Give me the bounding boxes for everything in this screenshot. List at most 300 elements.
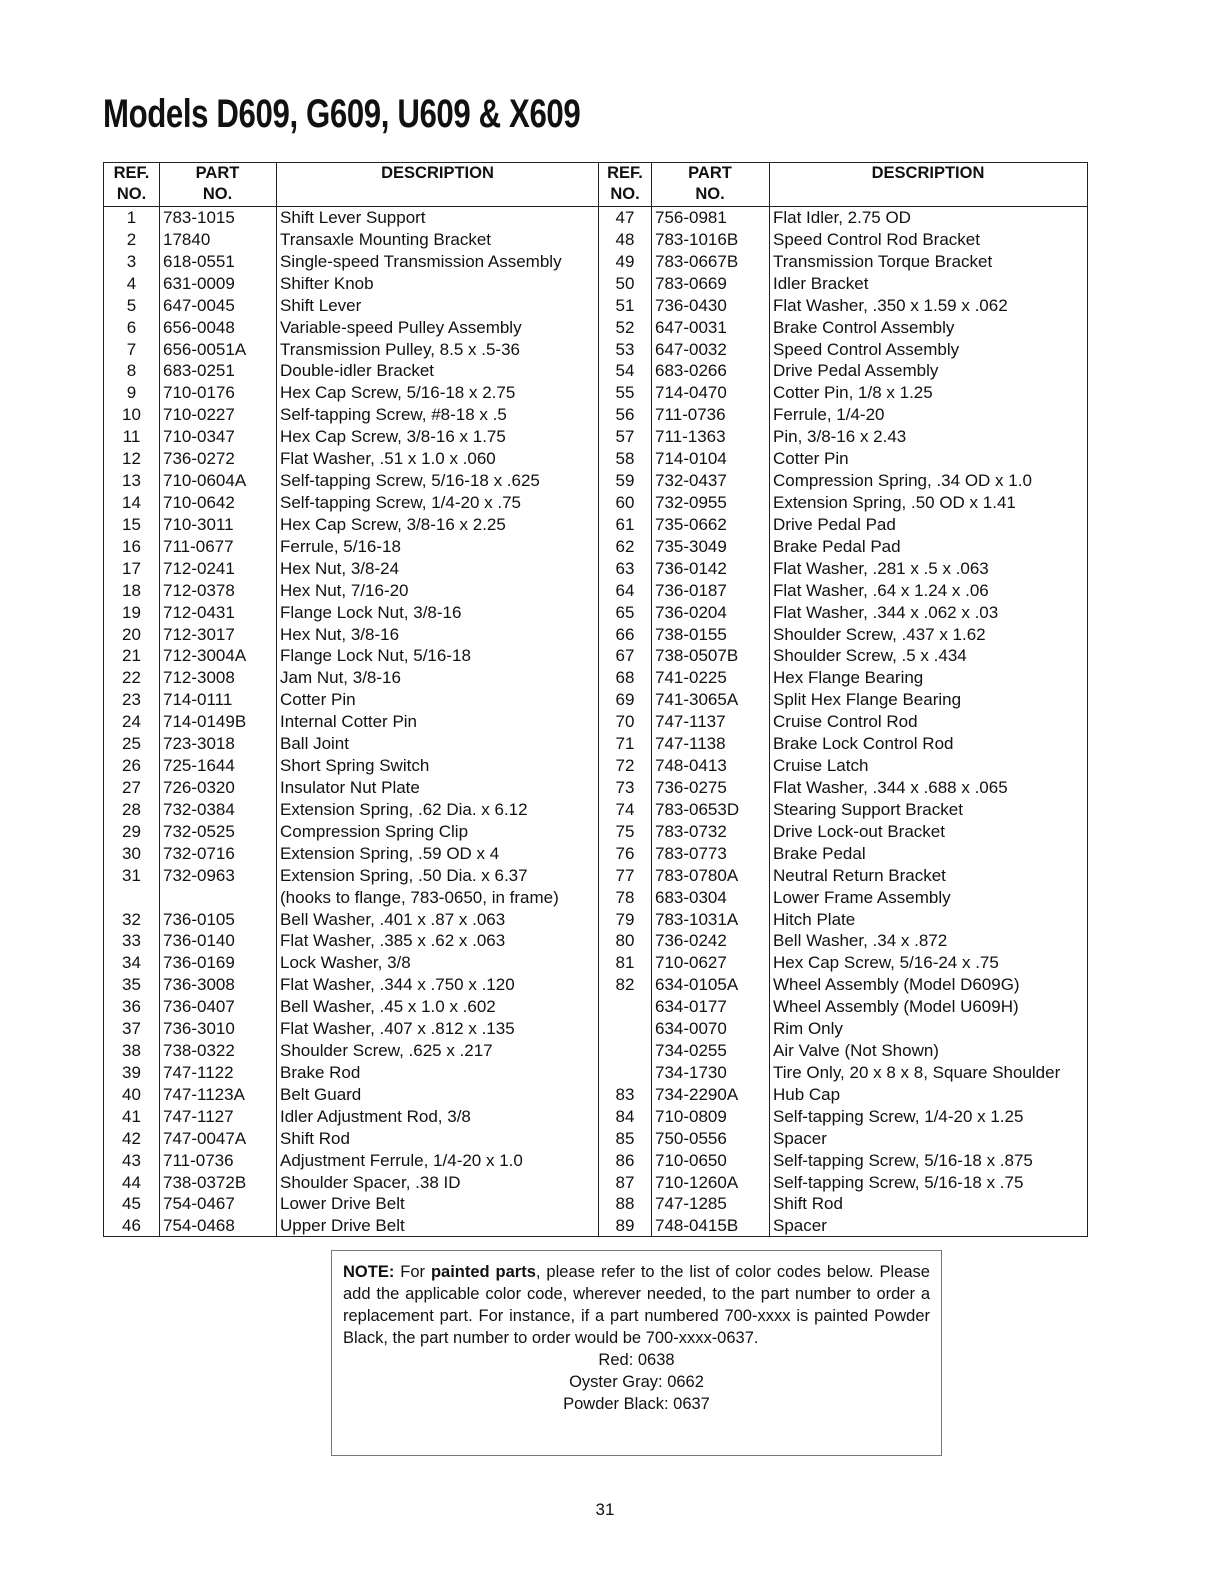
part-number: 710-3011 <box>163 514 234 534</box>
table-row <box>104 1084 599 1106</box>
part-description: Shoulder Screw, .5 x .434 <box>773 646 967 666</box>
parts-table-left <box>104 163 599 1236</box>
table-row <box>104 514 599 536</box>
table-row <box>104 930 599 952</box>
ref-number: 56 <box>615 405 635 425</box>
table-row <box>599 1215 1087 1237</box>
ref-number: 87 <box>615 1172 635 1192</box>
part-number: 732-0716 <box>163 843 235 863</box>
ref-number: 35 <box>122 975 141 995</box>
part-description: Ferrule, 1/4-20 <box>773 405 885 425</box>
part-number: 712-0431 <box>163 602 235 622</box>
ref-number: 80 <box>615 931 635 951</box>
part-description: Belt Guard <box>280 1084 362 1104</box>
ref-number: 19 <box>122 602 141 622</box>
ref-number: 43 <box>122 1150 141 1170</box>
ref-number: 9 <box>126 383 137 403</box>
table-row <box>104 799 599 821</box>
part-description: Transmission Torque Bracket <box>773 251 993 271</box>
ref-number: 64 <box>615 580 635 600</box>
part-number: 741-0225 <box>655 668 727 688</box>
table-row <box>104 777 599 799</box>
ref-number: 22 <box>122 668 141 688</box>
ref-number: 73 <box>615 777 635 797</box>
part-number: 756-0981 <box>655 208 727 227</box>
part-description: Split Hex Flange Bearing <box>773 690 962 710</box>
part-description: Cotter Pin <box>280 690 356 710</box>
table-row <box>599 558 1087 580</box>
parts-table <box>103 162 1088 1237</box>
table-row <box>104 1062 599 1084</box>
part-description: Idler Adjustment Rod, 3/8 <box>280 1106 471 1126</box>
ref-number: 2 <box>126 229 137 249</box>
ref-number: 11 <box>122 427 141 447</box>
part-number: 732-0955 <box>655 492 727 512</box>
part-description: Hex Cap Screw, 3/8-16 x 2.25 <box>280 514 506 534</box>
part-number: 647-0032 <box>655 339 727 359</box>
ref-number: 28 <box>122 799 141 819</box>
table-row <box>104 711 599 733</box>
part-description: Speed Control Rod Bracket <box>773 229 980 249</box>
part-number: 714-0104 <box>655 449 727 469</box>
table-row <box>104 1193 599 1215</box>
header-ref-line1: REF. <box>607 164 643 182</box>
part-description: (hooks to flange, 783-0650, in frame) <box>280 887 559 907</box>
part-description: Ball Joint <box>280 734 349 754</box>
part-number: 647-0031 <box>655 317 727 337</box>
part-number: 750-0556 <box>655 1128 727 1148</box>
part-description: Shifter Knob <box>280 273 374 293</box>
ref-number: 39 <box>122 1062 141 1082</box>
table-row <box>599 865 1087 887</box>
part-number: 631-0009 <box>163 273 235 293</box>
table-row <box>599 602 1087 624</box>
ref-number: 7 <box>126 339 137 359</box>
part-description: Brake Control Assembly <box>773 317 955 337</box>
part-number: 736-0140 <box>163 931 235 951</box>
table-row <box>104 865 599 887</box>
ref-number: 46 <box>122 1216 141 1236</box>
table-row <box>599 755 1087 777</box>
page-title: Models D609, G609, U609 & X609 <box>103 92 581 136</box>
part-description: Drive Pedal Pad <box>773 514 896 534</box>
part-number: 747-0047A <box>163 1128 247 1148</box>
table-row <box>104 1128 599 1150</box>
part-number: 736-0275 <box>655 777 727 797</box>
part-description: Upper Drive Belt <box>280 1216 405 1236</box>
table-row <box>104 689 599 711</box>
part-number: 732-0525 <box>163 821 235 841</box>
part-number: 783-1015 <box>163 208 235 227</box>
part-description: Brake Rod <box>280 1062 361 1082</box>
part-number: 735-3049 <box>655 536 727 556</box>
ref-number: 86 <box>615 1150 635 1170</box>
part-description: Extension Spring, .50 Dia. x 6.37 <box>280 865 528 885</box>
table-row <box>104 1215 599 1237</box>
ref-number: 57 <box>615 427 635 447</box>
table-row <box>599 645 1087 667</box>
table-row <box>599 974 1087 996</box>
table-row <box>104 273 599 295</box>
part-description: Brake Lock Control Rod <box>773 734 954 754</box>
header-part-line1: PART <box>195 164 240 182</box>
ref-number: 61 <box>615 514 635 534</box>
ref-number: 32 <box>122 909 141 929</box>
ref-number: 33 <box>122 931 141 951</box>
part-description: Hex Cap Screw, 5/16-18 x 2.75 <box>280 383 516 403</box>
ref-number: 14 <box>122 492 141 512</box>
ref-number: 63 <box>615 558 635 578</box>
header-ref-line2: NO. <box>610 185 640 203</box>
ref-number: 27 <box>122 777 141 797</box>
ref-number: 82 <box>615 975 635 995</box>
part-number: 710-0227 <box>163 405 235 425</box>
table-row <box>599 426 1087 448</box>
table-header <box>104 163 599 207</box>
part-number: 712-3017 <box>163 624 235 644</box>
part-number: 710-1260A <box>655 1172 739 1192</box>
part-description: Flat Washer, .350 x 1.59 x .062 <box>773 295 1008 315</box>
part-description: Shift Rod <box>773 1194 843 1214</box>
ref-number: 13 <box>122 471 141 491</box>
part-description: Bell Washer, .45 x 1.0 x .602 <box>280 997 496 1017</box>
table-row <box>599 404 1087 426</box>
part-description: Stearing Support Bracket <box>773 799 963 819</box>
table-row <box>104 974 599 996</box>
ref-number: 66 <box>615 624 635 644</box>
ref-number: 25 <box>122 734 141 754</box>
ref-number: 38 <box>122 1041 141 1061</box>
part-description: Cotter Pin, 1/8 x 1.25 <box>773 383 933 403</box>
part-description: Cruise Latch <box>773 756 869 776</box>
part-description: Extension Spring, .50 OD x 1.41 <box>773 492 1016 512</box>
table-row <box>599 470 1087 492</box>
part-description: Compression Spring Clip <box>280 821 469 841</box>
part-number: 634-0105A <box>655 975 739 995</box>
ref-number: 52 <box>615 317 635 337</box>
table-row <box>599 295 1087 317</box>
part-number: 710-0809 <box>655 1106 727 1126</box>
part-description: Shoulder Screw, .625 x .217 <box>280 1041 493 1061</box>
ref-number: 4 <box>126 273 137 293</box>
ref-number: 15 <box>122 514 141 534</box>
part-number: 738-0372B <box>163 1172 247 1192</box>
part-description: Bell Washer, .34 x .872 <box>773 931 948 951</box>
ref-number: 18 <box>122 580 141 600</box>
part-description: Extension Spring, .59 OD x 4 <box>280 843 500 863</box>
part-description: Brake Pedal Pad <box>773 536 901 556</box>
part-number: 732-0437 <box>655 471 727 491</box>
part-number: 783-0653D <box>655 799 740 819</box>
part-number: 656-0048 <box>163 317 235 337</box>
part-description: Adjustment Ferrule, 1/4-20 x 1.0 <box>280 1150 523 1170</box>
part-description: Flange Lock Nut, 3/8-16 <box>280 602 462 622</box>
part-description: Rim Only <box>773 1019 843 1039</box>
part-number: 736-0272 <box>163 449 235 469</box>
part-description: Short Spring Switch <box>280 756 430 776</box>
part-description: Self-tapping Screw, 5/16-18 x .625 <box>280 471 540 491</box>
part-description: Flat Washer, .281 x .5 x .063 <box>773 558 989 578</box>
table-row <box>599 952 1087 974</box>
part-description: Compression Spring, .34 OD x 1.0 <box>773 471 1032 491</box>
table-row <box>104 952 599 974</box>
part-number: 754-0467 <box>163 1194 235 1214</box>
table-row <box>104 295 599 317</box>
part-description: Shift Lever Support <box>280 208 426 227</box>
ref-number: 88 <box>615 1194 635 1214</box>
ref-number: 31 <box>122 865 141 885</box>
ref-number: 47 <box>615 208 635 227</box>
part-description: Wheel Assembly (Model D609G) <box>773 975 1020 995</box>
table-row <box>599 536 1087 558</box>
table-row <box>104 1018 599 1040</box>
color-code-note <box>331 1250 942 1456</box>
part-description: Variable-speed Pulley Assembly <box>280 317 522 337</box>
table-row <box>599 667 1087 689</box>
table-row <box>599 799 1087 821</box>
ref-number: 58 <box>615 449 635 469</box>
part-description: Flange Lock Nut, 5/16-18 <box>280 646 471 666</box>
part-description: Tire Only, 20 x 8 x 8, Square Shoulder <box>773 1062 1061 1082</box>
part-description: Idler Bracket <box>773 273 869 293</box>
header-ref <box>104 163 159 206</box>
part-description: Double-idler Bracket <box>280 361 435 381</box>
part-number: 736-3008 <box>163 975 235 995</box>
table-row <box>104 602 599 624</box>
part-number: 783-0773 <box>655 843 727 863</box>
table-row <box>599 1193 1087 1215</box>
part-description: Cotter Pin <box>773 449 849 469</box>
part-number: 747-1123A <box>163 1084 245 1104</box>
part-number: 647-0045 <box>163 295 235 315</box>
part-number: 712-3008 <box>163 668 235 688</box>
color-code-powder-black: Powder Black: 0637 <box>563 1395 710 1413</box>
part-number: 712-0241 <box>163 558 235 578</box>
ref-number: 60 <box>615 492 635 512</box>
part-number: 726-0320 <box>163 777 235 797</box>
part-description: Single-speed Transmission Assembly <box>280 251 562 271</box>
header-part <box>159 163 276 206</box>
part-description: Hub Cap <box>773 1084 841 1104</box>
part-number: 723-3018 <box>163 734 235 754</box>
table-row <box>104 1172 599 1194</box>
table-row <box>104 580 599 602</box>
header-ref <box>599 163 651 206</box>
part-description: Lower Drive Belt <box>280 1194 405 1214</box>
table-row <box>104 909 599 931</box>
part-number: 736-0169 <box>163 953 235 973</box>
part-number: 738-0155 <box>655 624 727 644</box>
part-number: 710-0642 <box>163 492 235 512</box>
header-part <box>651 163 769 206</box>
ref-number: 77 <box>615 865 635 885</box>
part-number: 738-0507B <box>655 646 739 666</box>
part-number: 710-0650 <box>655 1150 727 1170</box>
note-text-a: For <box>394 1263 431 1281</box>
part-number: 736-0187 <box>655 580 727 600</box>
part-description: Hex Cap Screw, 5/16-24 x .75 <box>773 953 999 973</box>
part-number: 710-0176 <box>163 383 235 403</box>
part-number: 683-0251 <box>163 361 235 381</box>
part-number: 725-1644 <box>163 756 235 776</box>
table-row <box>599 514 1087 536</box>
ref-number: 65 <box>615 602 635 622</box>
part-number: 783-1016B <box>655 229 739 249</box>
part-number: 783-0669 <box>655 273 727 293</box>
table-row <box>599 382 1087 404</box>
table-row <box>104 624 599 646</box>
part-description: Flat Washer, .344 x .688 x .065 <box>773 777 1008 797</box>
note-bold: painted parts <box>430 1263 536 1281</box>
ref-number: 76 <box>615 843 635 863</box>
part-number: 711-0677 <box>163 536 234 556</box>
table-row <box>104 448 599 470</box>
part-description: Bell Washer, .401 x .87 x .063 <box>280 909 506 929</box>
part-description: Shoulder Spacer, .38 ID <box>280 1172 461 1192</box>
part-description: Speed Control Assembly <box>773 339 960 359</box>
ref-number: 78 <box>615 887 635 907</box>
part-number: 741-3065A <box>655 690 739 710</box>
part-number: 711-0736 <box>163 1150 234 1170</box>
ref-number: 75 <box>615 821 635 841</box>
part-description: Neutral Return Bracket <box>773 865 946 885</box>
part-description: Hex Nut, 7/16-20 <box>280 580 409 600</box>
part-number: 747-1122 <box>163 1062 234 1082</box>
part-number: 734-2290A <box>655 1084 739 1104</box>
table-row <box>104 536 599 558</box>
part-description: Self-tapping Screw, 1/4-20 x 1.25 <box>773 1106 1024 1126</box>
table-row <box>599 317 1087 339</box>
part-number: 736-0204 <box>655 602 727 622</box>
part-number: 732-0963 <box>163 865 235 885</box>
table-row <box>599 1040 1087 1062</box>
part-number: 714-0149B <box>163 712 247 732</box>
part-description: Insulator Nut Plate <box>280 777 420 797</box>
table-row <box>599 1062 1087 1084</box>
ref-number: 89 <box>615 1216 635 1236</box>
ref-number: 26 <box>122 756 141 776</box>
ref-number: 59 <box>615 471 635 491</box>
part-number: 17840 <box>163 229 211 249</box>
note-text-b: , please refer to the list of color codes below. Please add the applicable color code, wherever needed, to the part number to order a replacement part. For instance, if a part numbered 700-xxxx is painted Powder Black, the part number to order would be 700-xxxx-0637. <box>343 1263 930 1347</box>
table-row <box>104 317 599 339</box>
ref-number: 70 <box>615 712 635 732</box>
ref-number: 23 <box>122 690 141 710</box>
ref-number: 79 <box>615 909 635 929</box>
table-row <box>104 470 599 492</box>
table-row <box>104 251 599 273</box>
header-part-line2: NO. <box>202 185 233 203</box>
ref-number: 29 <box>122 821 141 841</box>
part-description: Flat Washer, .344 x .750 x .120 <box>280 975 515 995</box>
header-ref-line1: REF. <box>113 164 150 182</box>
ref-number: 24 <box>122 712 141 732</box>
table-row <box>104 404 599 426</box>
parts-table-right <box>599 163 1087 1236</box>
ref-number: 17 <box>122 558 141 578</box>
table-row <box>104 645 599 667</box>
part-description: Hex Cap Screw, 3/8-16 x 1.75 <box>280 427 506 447</box>
part-description: Flat Idler, 2.75 OD <box>773 208 911 227</box>
table-row <box>104 558 599 580</box>
part-number: 683-0266 <box>655 361 727 381</box>
header-description: DESCRIPTION <box>381 164 494 182</box>
part-description: Flat Washer, .385 x .62 x .063 <box>280 931 506 951</box>
part-description: Air Valve (Not Shown) <box>773 1041 939 1061</box>
ref-number: 45 <box>122 1194 141 1214</box>
part-description: Transaxle Mounting Bracket <box>280 229 492 249</box>
table-row <box>599 1018 1087 1040</box>
table-row <box>599 251 1087 273</box>
part-number: 734-1730 <box>655 1062 727 1082</box>
table-row <box>599 492 1087 514</box>
header-part-line2: NO. <box>695 185 725 203</box>
part-description: Self-tapping Screw, 5/16-18 x .75 <box>773 1172 1024 1192</box>
part-number: 714-0470 <box>655 383 727 403</box>
part-number: 754-0468 <box>163 1216 235 1236</box>
table-row <box>599 711 1087 733</box>
ref-number: 10 <box>122 405 141 425</box>
part-description: Flat Washer, .64 x 1.24 x .06 <box>773 580 989 600</box>
part-description: Ferrule, 5/16-18 <box>280 536 401 556</box>
part-number: 734-0255 <box>655 1041 727 1061</box>
table-row <box>104 996 599 1018</box>
part-description: Self-tapping Screw, #8-18 x .5 <box>280 405 507 425</box>
table-row <box>599 360 1087 382</box>
ref-number: 5 <box>126 295 137 315</box>
part-description: Internal Cotter Pin <box>280 712 418 732</box>
ref-number: 62 <box>615 536 635 556</box>
ref-number: 30 <box>122 843 141 863</box>
table-row <box>599 930 1087 952</box>
part-number: 783-0780A <box>655 865 739 885</box>
part-description: Extension Spring, .62 Dia. x 6.12 <box>280 799 528 819</box>
part-number: 710-0627 <box>655 953 727 973</box>
table-row <box>104 1150 599 1172</box>
part-description: Pin, 3/8-16 x 2.43 <box>773 427 907 447</box>
table-row <box>104 821 599 843</box>
part-number: 738-0322 <box>163 1041 235 1061</box>
table-header <box>599 163 1087 207</box>
ref-number: 36 <box>122 997 141 1017</box>
table-row <box>104 667 599 689</box>
part-description: Lower Frame Assembly <box>773 887 951 907</box>
table-row <box>599 580 1087 602</box>
table-row <box>104 382 599 404</box>
ref-number: 74 <box>615 799 635 819</box>
table-row <box>104 426 599 448</box>
part-description: Flat Washer, .344 x .062 x .03 <box>773 602 999 622</box>
part-number: 710-0604A <box>163 471 247 491</box>
part-description: Spacer <box>773 1216 827 1236</box>
part-description: Self-tapping Screw, 1/4-20 x .75 <box>280 492 521 512</box>
part-number: 683-0304 <box>655 887 727 907</box>
ref-number: 81 <box>615 953 635 973</box>
ref-number: 44 <box>122 1172 141 1192</box>
ref-number: 16 <box>122 536 141 556</box>
ref-number: 12 <box>122 449 141 469</box>
table-row <box>104 733 599 755</box>
ref-number: 67 <box>615 646 635 666</box>
table-row <box>104 360 599 382</box>
ref-number: 55 <box>615 383 635 403</box>
ref-number: 50 <box>615 273 635 293</box>
part-number: 634-0177 <box>655 997 727 1017</box>
ref-number: 41 <box>122 1106 141 1126</box>
ref-number: 69 <box>615 690 635 710</box>
table-row <box>599 689 1087 711</box>
ref-number: 48 <box>615 229 635 249</box>
